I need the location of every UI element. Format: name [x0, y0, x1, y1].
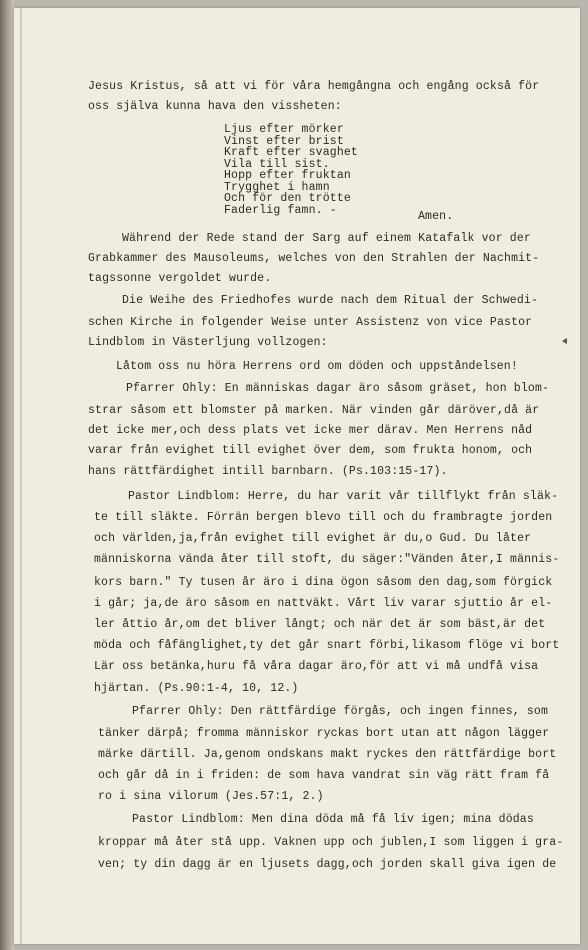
text-line: tagssonne vergoldet wurde.: [88, 272, 272, 285]
text-line: Lär oss betänka,huru få våra dagar äro,för att vi må undfå visa: [94, 660, 539, 673]
text-line: varar från evighet till evighet över dem, som frukta honom, och: [88, 444, 533, 457]
text-line: te till släkte. Förrän bergen blevo till och du frambragte jorden: [94, 511, 553, 524]
poem-line: Och för den trötte: [224, 192, 351, 205]
text-line: Lindblom in Västerljung vollzogen:: [88, 336, 328, 349]
poem-line: Trygghet i hamn: [224, 180, 330, 194]
text-line: ven; ty din dagg är en ljusets dagg,och jorden skall giva igen de: [98, 858, 557, 871]
text-line: hjärtan. (Ps.90:1-4, 10, 12.): [94, 682, 299, 695]
poem-line: Ljus efter mörker: [224, 123, 344, 136]
text-line: Pfarrer Ohly: En människas dagar äro såsom gräset, hon blom-: [126, 382, 550, 395]
book-binding: [0, 0, 14, 950]
text-line: möda och fåfänglighet,ty det går snart förbi,likasom flöge vi bort: [94, 639, 560, 652]
text-line: Jesus Kristus, så att vi för våra hemgångna och engång också för: [88, 80, 540, 93]
text-line: tänker därpå; fromma människor ryckas bort utan att någon lägger: [98, 727, 550, 740]
text-line: i går; ja,de äro såsom en nattväkt. Vårt liv varar sjuttio år el-: [94, 597, 553, 610]
text-line: Grabkammer des Mausoleums, welches von den Strahlen der Nachmit-: [88, 252, 540, 265]
text-line: det icke mer,och dess plats vet icke mer därav. Men Herrens nåd: [88, 424, 533, 437]
text-line: och världen,ja,från evighet till evighet är du,o Gud. Du låter: [94, 532, 532, 545]
text-line: hans rättfärdighet intill barnbarn. (Ps.103:15-17).: [88, 465, 448, 478]
text-line: och går då in i friden: de som hava vandrat sin väg rätt fram få: [98, 769, 550, 782]
poem-line: Faderlig famn. -: [224, 203, 337, 217]
text-line: kroppar må åter stå upp. Vaknen upp och jublen,I som liggen i gra-: [98, 836, 564, 849]
poem-line: Hopp efter fruktan: [224, 169, 351, 182]
page-margin-edge: [20, 8, 22, 944]
text-line: strar såsom ett blomster på marken. När vinden går däröver,då är: [88, 404, 540, 417]
text-line: Pastor Lindblom: Herre, du har varit vår tillflykt från släk-: [128, 490, 559, 503]
text-line: kors barn." Ty tusen år äro i dina ögon såsom den dag,som förgick: [94, 576, 553, 589]
text-line: människorna vända åter till stoft, du säger:"Vänden åter,I männis-: [94, 553, 560, 566]
poem-line: Vinst efter brist: [224, 134, 344, 148]
text-line: Pastor Lindblom: Men dina döda må få liv igen; mina dödas: [132, 813, 534, 826]
text-line: märke därtill. Ja,genom ondskans makt ryckes den rättfärdige bort: [98, 748, 557, 761]
text-line: schen Kirche in folgender Weise unter Assistenz von vice Pastor: [88, 316, 533, 329]
margin-arrow-mark: [562, 338, 567, 344]
text-line: Pfarrer Ohly: Den rättfärdige förgås, och ingen finnes, som: [132, 705, 549, 718]
text-line: ler åttio år,om det bliver långt; och när det är som bäst,är det: [94, 618, 546, 631]
text-line: Die Weihe des Friedhofes wurde nach dem Ritual der Schwedi-: [122, 294, 539, 307]
text-line: Während der Rede stand der Sarg auf einem Katafalk vor der: [122, 232, 531, 245]
text-line: oss själva kunna hava den vissheten:: [88, 100, 342, 113]
amen-text: Amen.: [418, 210, 454, 223]
text-line: ro i sina vilorum (Jes.57:1, 2.): [98, 790, 324, 803]
poem-line: Vila till sist.: [224, 157, 330, 171]
poem-line: Kraft efter svaghet: [224, 146, 358, 159]
text-line: Låtom oss nu höra Herrens ord om döden och uppståndelsen!: [116, 360, 518, 373]
